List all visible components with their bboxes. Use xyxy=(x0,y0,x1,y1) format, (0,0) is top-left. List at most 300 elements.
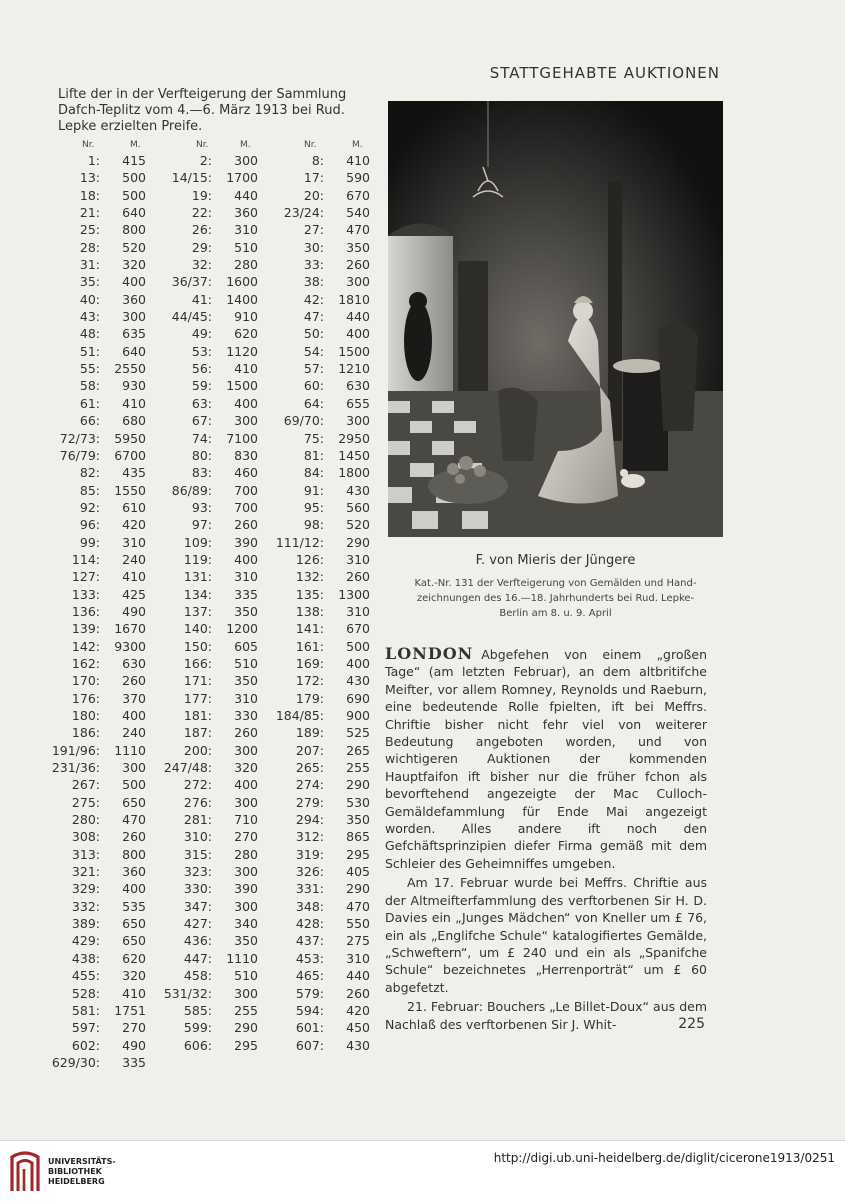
price-value: 1500 xyxy=(226,378,258,394)
price-value: 800 xyxy=(122,846,146,862)
price-value: 400 xyxy=(234,777,258,793)
price-value: 1810 xyxy=(338,291,370,307)
price-value: 360 xyxy=(122,864,146,880)
lot-number: 134: xyxy=(183,586,212,602)
price-value: 470 xyxy=(346,898,370,914)
lot-number: 187: xyxy=(183,725,212,741)
lot-number: 14/15: xyxy=(171,170,212,186)
lot-number: 429: xyxy=(71,933,100,949)
price-row xyxy=(40,153,380,170)
lot-number: 44/45: xyxy=(171,309,212,325)
painting-image xyxy=(388,101,723,537)
price-value: 280 xyxy=(234,846,258,862)
lot-number: 438: xyxy=(71,950,100,966)
price-value: 440 xyxy=(234,187,258,203)
price-value: 350 xyxy=(346,239,370,255)
price-row xyxy=(40,500,380,517)
lot-number: 60: xyxy=(303,378,324,394)
lot-number: 140: xyxy=(183,621,212,637)
price-value: 290 xyxy=(234,1020,258,1036)
price-value: 270 xyxy=(234,829,258,845)
price-row xyxy=(40,309,380,326)
price-value: 310 xyxy=(234,569,258,585)
lot-number: 171: xyxy=(183,673,212,689)
lot-number: 91: xyxy=(303,482,324,498)
price-row xyxy=(40,292,380,309)
price-value: 830 xyxy=(234,447,258,463)
price-row xyxy=(40,1055,380,1072)
price-value: 260 xyxy=(122,673,146,689)
lot-number: 330: xyxy=(183,881,212,897)
price-value: 6700 xyxy=(114,447,146,463)
lot-number: 75: xyxy=(303,430,324,446)
lot-number: 136: xyxy=(71,603,100,619)
price-value: 1550 xyxy=(114,482,146,498)
price-value: 590 xyxy=(346,170,370,186)
price-row xyxy=(40,361,380,378)
lot-number: 42: xyxy=(303,291,324,307)
price-row xyxy=(40,274,380,291)
lot-number: 132: xyxy=(295,569,324,585)
lot-number: 280: xyxy=(71,812,100,828)
price-list-headers xyxy=(60,140,380,152)
price-list-title-line: Dafch-Teplitz vom 4.—6. März 1913 bei Rud. xyxy=(58,103,345,118)
price-value: 7100 xyxy=(226,430,258,446)
lot-number: 31: xyxy=(79,257,100,273)
lot-number: 170: xyxy=(71,673,100,689)
lot-number: 61: xyxy=(79,395,100,411)
lot-number: 133: xyxy=(71,586,100,602)
lot-number: 85: xyxy=(79,482,100,498)
lot-number: 606: xyxy=(183,1037,212,1053)
price-value: 510 xyxy=(234,239,258,255)
price-value: 260 xyxy=(346,257,370,273)
price-value: 630 xyxy=(122,655,146,671)
price-value: 410 xyxy=(122,985,146,1001)
price-value: 400 xyxy=(122,274,146,290)
price-value: 525 xyxy=(346,725,370,741)
price-value: 1300 xyxy=(338,586,370,602)
price-value: 310 xyxy=(122,534,146,550)
header-m-3: M. xyxy=(352,140,363,150)
lot-number: 126: xyxy=(295,551,324,567)
lot-number: 275: xyxy=(71,794,100,810)
lot-number: 55: xyxy=(79,361,100,377)
price-value: 655 xyxy=(346,395,370,411)
price-row xyxy=(40,517,380,534)
price-value: 400 xyxy=(346,326,370,342)
lot-number: 597: xyxy=(71,1020,100,1036)
lot-number: 127: xyxy=(71,569,100,585)
price-value: 1110 xyxy=(226,950,258,966)
lot-number: 20: xyxy=(303,187,324,203)
price-value: 1500 xyxy=(338,343,370,359)
lot-number: 109: xyxy=(183,534,212,550)
lot-number: 2: xyxy=(199,153,212,168)
lot-number: 111/12: xyxy=(275,534,324,550)
price-row xyxy=(40,1003,380,1020)
lot-number: 169: xyxy=(295,655,324,671)
price-value: 300 xyxy=(346,274,370,290)
lot-number: 99: xyxy=(79,534,100,550)
lot-number: 319: xyxy=(295,846,324,862)
price-value: 400 xyxy=(234,551,258,567)
lot-number: 138: xyxy=(295,603,324,619)
price-value: 320 xyxy=(234,760,258,776)
lot-number: 437: xyxy=(295,933,324,949)
lot-number: 95: xyxy=(303,499,324,515)
price-value: 255 xyxy=(234,1002,258,1018)
price-value: 1600 xyxy=(226,274,258,290)
price-value: 410 xyxy=(346,153,370,168)
price-row xyxy=(40,708,380,725)
lot-number: 135: xyxy=(295,586,324,602)
lot-number: 186: xyxy=(71,725,100,741)
lot-number: 1: xyxy=(87,153,100,168)
lot-number: 172: xyxy=(295,673,324,689)
price-value: 360 xyxy=(234,205,258,221)
price-value: 1400 xyxy=(226,291,258,307)
price-value: 550 xyxy=(346,916,370,932)
price-row xyxy=(40,916,380,933)
price-value: 295 xyxy=(346,846,370,862)
price-value: 300 xyxy=(234,985,258,1001)
price-value: 510 xyxy=(234,968,258,984)
lot-number: 27: xyxy=(303,222,324,238)
price-value: 390 xyxy=(234,881,258,897)
price-value: 260 xyxy=(122,829,146,845)
lot-number: 308: xyxy=(71,829,100,845)
price-value: 400 xyxy=(122,881,146,897)
price-value: 410 xyxy=(234,361,258,377)
lot-number: 276: xyxy=(183,794,212,810)
lot-number: 21: xyxy=(79,205,100,221)
price-value: 310 xyxy=(234,690,258,706)
lot-number: 141: xyxy=(295,621,324,637)
price-value: 500 xyxy=(122,187,146,203)
figure-caption-line: zeichnungen des 16.—18. Jahrhunderts bei Rud. Lepke- xyxy=(416,593,695,604)
header-nr-3: Nr. xyxy=(304,140,317,150)
lot-number: 200: xyxy=(183,742,212,758)
price-value: 640 xyxy=(122,343,146,359)
section-heading-london: LONDON xyxy=(385,644,474,663)
price-value: 1200 xyxy=(226,621,258,637)
article-paragraph-2: Am 17. Februar wurde bei Meffrs. Chriftie aus der Altmeifterfammlung des verftorbenen Sir H. D. Davies ein „Junges Mädchen“ von Kneller um £ 76, ein als „Englifche Schule“ katalogifiertes Gemälde, „Schweftern“, um £ 240 und ein als „Spanifche Schule“ bezeichnetes „Herrenporträt“ um £ 60 abgefetzt. xyxy=(385,875,707,995)
lot-number: 66: xyxy=(79,413,100,429)
price-value: 410 xyxy=(122,395,146,411)
price-value: 650 xyxy=(122,916,146,932)
price-row xyxy=(40,535,380,552)
price-value: 300 xyxy=(234,898,258,914)
lot-number: 184/85: xyxy=(275,708,324,723)
lot-number: 28: xyxy=(79,239,100,255)
header-m-2: M. xyxy=(240,140,251,150)
price-row xyxy=(40,569,380,586)
price-value: 330 xyxy=(234,708,258,723)
price-row xyxy=(40,604,380,621)
lot-number: 41: xyxy=(191,291,212,307)
price-value: 450 xyxy=(346,1020,370,1036)
lot-number: 326: xyxy=(295,864,324,880)
price-list-table xyxy=(40,153,380,1072)
lot-number: 150: xyxy=(183,638,212,654)
lot-number: 265: xyxy=(295,760,324,776)
price-value: 350 xyxy=(346,812,370,828)
lot-number: 585: xyxy=(183,1002,212,1018)
price-row xyxy=(40,760,380,777)
price-row xyxy=(40,483,380,500)
lot-number: 231/36: xyxy=(51,760,100,776)
price-value: 255 xyxy=(346,760,370,776)
figure-caption-line: Berlin am 8. u. 9. April xyxy=(499,608,612,619)
price-value: 1450 xyxy=(338,447,370,463)
lot-number: 81: xyxy=(303,447,324,463)
price-value: 520 xyxy=(122,239,146,255)
lot-number: 19: xyxy=(191,187,212,203)
price-value: 275 xyxy=(346,933,370,949)
lot-number: 69/70: xyxy=(283,413,324,429)
lot-number: 142: xyxy=(71,638,100,654)
article-paragraph-1 xyxy=(385,645,707,872)
price-value: 300 xyxy=(234,153,258,168)
lot-number: 455: xyxy=(71,968,100,984)
price-row xyxy=(40,656,380,673)
lot-number: 49: xyxy=(191,326,212,342)
lot-number: 315: xyxy=(183,846,212,862)
lot-number: 599: xyxy=(183,1020,212,1036)
price-value: 490 xyxy=(122,603,146,619)
price-value: 290 xyxy=(346,881,370,897)
price-value: 470 xyxy=(346,222,370,238)
price-value: 520 xyxy=(346,517,370,533)
price-value: 420 xyxy=(346,1002,370,1018)
lot-number: 96: xyxy=(79,517,100,533)
price-row xyxy=(40,465,380,482)
price-value: 310 xyxy=(234,222,258,238)
lot-number: 38: xyxy=(303,274,324,290)
lot-number: 272: xyxy=(183,777,212,793)
lot-number: 43: xyxy=(79,309,100,325)
lot-number: 47: xyxy=(303,309,324,325)
price-row xyxy=(40,725,380,742)
price-value: 930 xyxy=(122,378,146,394)
lot-number: 179: xyxy=(295,690,324,706)
price-value: 620 xyxy=(122,950,146,966)
price-value: 400 xyxy=(122,708,146,723)
lot-number: 83: xyxy=(191,465,212,481)
lot-number: 177: xyxy=(183,690,212,706)
lot-number: 59: xyxy=(191,378,212,394)
price-value: 2550 xyxy=(114,361,146,377)
price-value: 300 xyxy=(234,794,258,810)
lot-number: 58: xyxy=(79,378,100,394)
price-value: 335 xyxy=(122,1054,146,1070)
lot-number: 281: xyxy=(183,812,212,828)
price-row xyxy=(40,812,380,829)
price-value: 320 xyxy=(122,257,146,273)
header-nr-2: Nr. xyxy=(196,140,209,150)
lot-number: 57: xyxy=(303,361,324,377)
price-value: 340 xyxy=(234,916,258,932)
price-value: 290 xyxy=(346,777,370,793)
price-row xyxy=(40,448,380,465)
price-row xyxy=(40,899,380,916)
lot-number: 114: xyxy=(71,551,100,567)
lot-number: 119: xyxy=(183,551,212,567)
lot-number: 312: xyxy=(295,829,324,845)
price-value: 240 xyxy=(122,551,146,567)
lot-number: 30: xyxy=(303,239,324,255)
price-value: 310 xyxy=(346,603,370,619)
price-row xyxy=(40,587,380,604)
lot-number: 453: xyxy=(295,950,324,966)
price-value: 310 xyxy=(346,551,370,567)
lot-number: 594: xyxy=(295,1002,324,1018)
lot-number: 607: xyxy=(295,1037,324,1053)
lot-number: 189: xyxy=(295,725,324,741)
lot-number: 207: xyxy=(295,742,324,758)
lot-number: 50: xyxy=(303,326,324,342)
price-row xyxy=(40,396,380,413)
article-london xyxy=(385,645,707,1033)
lot-number: 310: xyxy=(183,829,212,845)
lot-number: 64: xyxy=(303,395,324,411)
price-value: 260 xyxy=(234,517,258,533)
price-value: 435 xyxy=(122,465,146,481)
lot-number: 72/73: xyxy=(59,430,100,446)
viewer-footer xyxy=(0,1140,845,1203)
price-value: 1670 xyxy=(114,621,146,637)
source-url-link[interactable]: http://digi.ub.uni-heidelberg.de/diglit/cicerone1913/0251 xyxy=(493,1151,835,1165)
lot-number: 82: xyxy=(79,465,100,481)
lot-number: 137: xyxy=(183,603,212,619)
lot-number: 313: xyxy=(71,846,100,862)
price-row xyxy=(40,1020,380,1037)
figure-caption-title: F. von Mieris der Jüngere xyxy=(475,553,636,568)
price-value: 1110 xyxy=(114,742,146,758)
price-row xyxy=(40,743,380,760)
price-row xyxy=(40,205,380,222)
price-row xyxy=(40,170,380,187)
price-value: 1751 xyxy=(114,1002,146,1018)
price-row xyxy=(40,691,380,708)
price-value: 800 xyxy=(122,222,146,238)
price-value: 700 xyxy=(234,499,258,515)
lot-number: 17: xyxy=(303,170,324,186)
price-value: 300 xyxy=(122,760,146,776)
price-value: 410 xyxy=(122,569,146,585)
lot-number: 458: xyxy=(183,968,212,984)
price-value: 1210 xyxy=(338,361,370,377)
price-row xyxy=(40,188,380,205)
price-value: 300 xyxy=(346,413,370,429)
price-value: 300 xyxy=(234,742,258,758)
article-paragraph-3: 21. Februar: Bouchers „Le Billet-Doux“ aus dem Nachlaß des verftorbenen Sir J. Whit- xyxy=(385,999,707,1032)
lot-number: 40: xyxy=(79,291,100,307)
price-row xyxy=(40,673,380,690)
lot-number: 602: xyxy=(71,1037,100,1053)
price-value: 690 xyxy=(346,690,370,706)
price-row xyxy=(40,378,380,395)
price-value: 560 xyxy=(346,499,370,515)
lot-number: 267: xyxy=(71,777,100,793)
library-name-line: UNIVERSITÄTS- xyxy=(48,1157,116,1166)
article-text: Abgefehen von einem „großen Tage“ (am letzten Februar), an dem altbritifche Meifter, vor allem Romney, Reynolds und Raeburn, eine bedeutende Rolle fpielten, ift bei Meffrs. Chriftie bisher nicht fehr viel von weiterer Bedeutung angeboten worden, und von wichtigeren Auktionen der kommenden Hauptfaifon ift bisher nur die früher fchon als bevorftehend angezeigte der Mac Culloch-Gemäldefammlung für Ende Mai angezeigt worden. Alles andere ift noch den Gefchäftsprinzipien diefer Firma gemäß mit dem Schleier des Geheimniffes umgeben. xyxy=(385,647,707,871)
painting-reproduction xyxy=(388,101,723,537)
lot-number: 436: xyxy=(183,933,212,949)
price-value: 500 xyxy=(122,170,146,186)
price-value: 430 xyxy=(346,673,370,689)
lot-number: 54: xyxy=(303,343,324,359)
price-row xyxy=(40,639,380,656)
lot-number: 13: xyxy=(79,170,100,186)
price-list-title xyxy=(58,87,378,135)
lot-number: 329: xyxy=(71,881,100,897)
figure-caption xyxy=(383,576,728,621)
price-value: 440 xyxy=(346,309,370,325)
price-value: 490 xyxy=(122,1037,146,1053)
price-value: 300 xyxy=(234,864,258,880)
price-value: 320 xyxy=(122,968,146,984)
price-row xyxy=(40,933,380,950)
lot-number: 191/96: xyxy=(51,742,100,758)
price-row xyxy=(40,431,380,448)
lot-number: 139: xyxy=(71,621,100,637)
lot-number: 181: xyxy=(183,708,212,723)
price-value: 300 xyxy=(234,413,258,429)
lot-number: 84: xyxy=(303,465,324,481)
price-value: 650 xyxy=(122,794,146,810)
price-value: 280 xyxy=(234,257,258,273)
library-name-line: HEIDELBERG xyxy=(48,1177,105,1186)
price-value: 270 xyxy=(122,1020,146,1036)
price-row xyxy=(40,795,380,812)
lot-number: 247/48: xyxy=(163,760,212,776)
lot-number: 389: xyxy=(71,916,100,932)
lot-number: 428: xyxy=(295,916,324,932)
price-row xyxy=(40,621,380,638)
lot-number: 86/89: xyxy=(171,482,212,498)
price-row xyxy=(40,986,380,1003)
price-value: 260 xyxy=(346,569,370,585)
lot-number: 32: xyxy=(191,257,212,273)
price-value: 510 xyxy=(234,655,258,671)
lot-number: 347: xyxy=(183,898,212,914)
price-value: 700 xyxy=(234,482,258,498)
price-value: 430 xyxy=(346,1037,370,1053)
lot-number: 48: xyxy=(79,326,100,342)
price-value: 295 xyxy=(234,1037,258,1053)
lot-number: 531/32: xyxy=(163,985,212,1001)
lot-number: 8: xyxy=(311,153,324,168)
price-value: 2950 xyxy=(338,430,370,446)
price-value: 440 xyxy=(346,968,370,984)
library-name-line: BIBLIOTHEK xyxy=(48,1167,102,1176)
library-name xyxy=(48,1157,116,1187)
price-value: 865 xyxy=(346,829,370,845)
price-value: 1120 xyxy=(226,343,258,359)
price-value: 710 xyxy=(234,812,258,828)
price-row xyxy=(40,240,380,257)
price-value: 405 xyxy=(346,864,370,880)
header-nr-1: Nr. xyxy=(82,140,95,150)
price-value: 5950 xyxy=(114,430,146,446)
price-row xyxy=(40,222,380,239)
price-row xyxy=(40,326,380,343)
price-value: 605 xyxy=(234,638,258,654)
price-value: 610 xyxy=(122,499,146,515)
lot-number: 601: xyxy=(295,1020,324,1036)
